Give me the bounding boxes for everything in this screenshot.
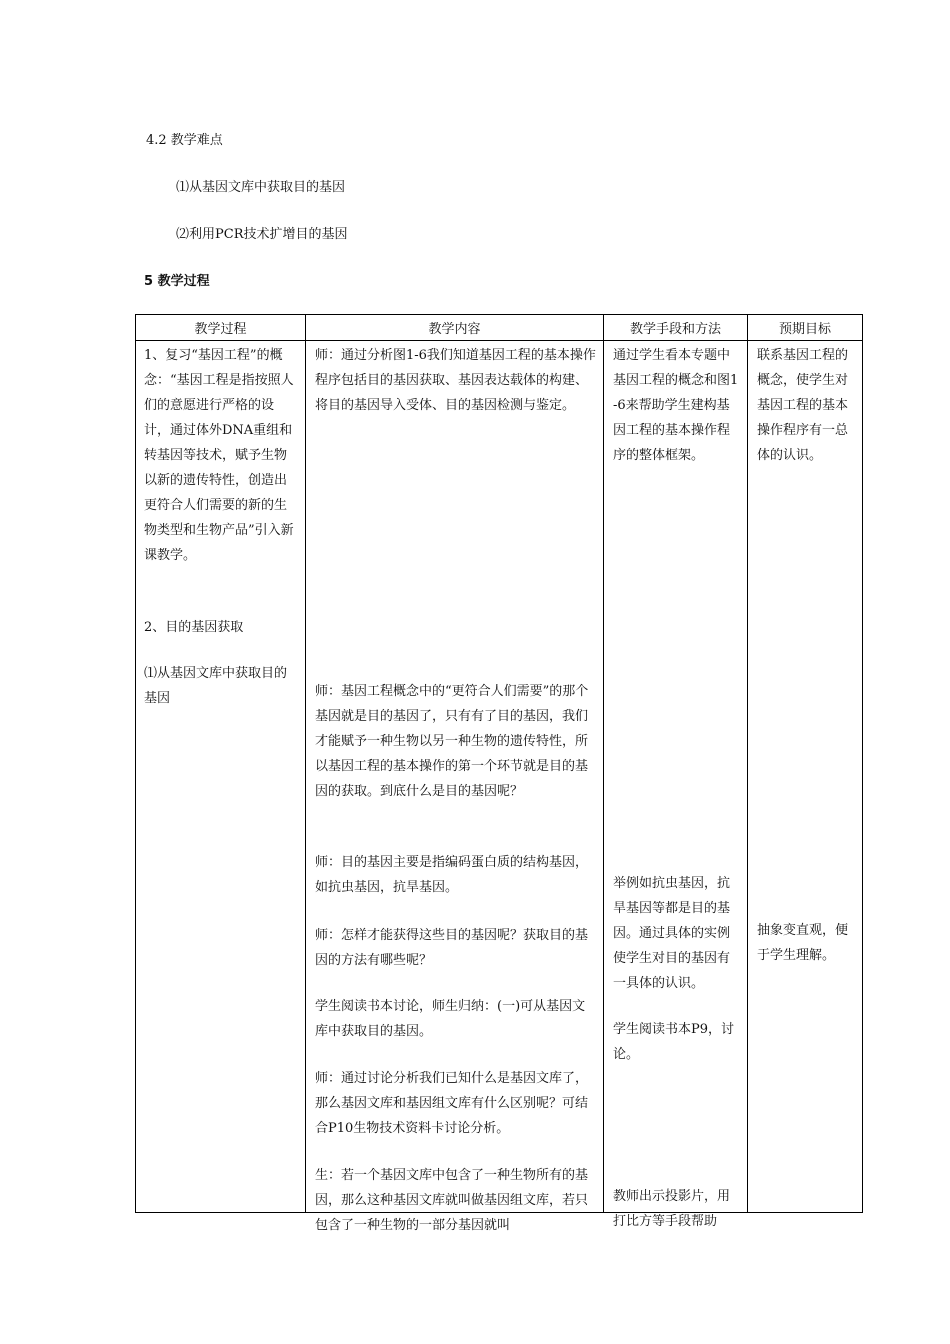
section-heading-5: 5 教学过程 <box>144 274 210 289</box>
process-step-2: 2、目的基因获取 <box>144 620 244 635</box>
goals-paragraph-2: 抽象变直观，便于学生理解。 <box>757 923 849 963</box>
content-paragraph-5: 学生阅读书本讨论，师生归纳：(一)可从基因文库中获取目的基因。 <box>315 999 586 1039</box>
methods-paragraph-3: 学生阅读书本P9，讨论。 <box>613 1022 735 1062</box>
teaching-process-table <box>135 314 863 1233</box>
content-cell <box>306 341 604 1233</box>
content-paragraph-4: 师：怎样才能获得这些目的基因呢？获取目的基因的方法有哪些呢？ <box>315 928 589 968</box>
content-paragraph-3: 师：目的基因主要是指编码蛋白质的结构基因，如抗虫基因，抗旱基因。 <box>315 855 589 895</box>
header-goals: 预期目标 <box>748 315 863 341</box>
content-paragraph-2: 师：基因工程概念中的“更符合人们需要”的那个基因就是目的基因了，只有有了目的基因，我们才能赋予一种生物以另一种生物的遗传特性，所以基因工程的基本操作的第一个环节就是目的基因的获取。到底什么是目的基因呢？ <box>315 684 589 799</box>
content-paragraph-6: 师：通过讨论分析我们已知什么是基因文库了，那么基因文库和基因组文库有什么区别呢？可结合P10生物技术资料卡讨论分析。 <box>315 1071 589 1136</box>
table-row <box>136 341 863 1213</box>
methods-paragraph-1: 通过学生看本专题中基因工程的概念和图1-6来帮助学生建构基因工程的基本操作程序的整体框架。 <box>613 348 739 463</box>
methods-paragraph-2: 举例如抗虫基因，抗旱基因等都是目的基因。通过具体的实例使学生对目的基因有一具体的认识。 <box>613 876 731 991</box>
methods-cell <box>604 341 748 1229</box>
goals-paragraph-1: 联系基因工程的概念，使学生对基因工程的基本操作程序有一总体的认识。 <box>757 348 849 463</box>
header-methods: 教学手段和方法 <box>604 315 748 341</box>
section-heading-4-2: 4.2 教学难点 <box>146 133 223 148</box>
process-review-text: 1、复习“基因工程”的概念：“基因工程是指按照人们的意愿进行严格的设计，通过体外DNA重组和转基因等技术，赋予生物以新的遗传特性，创造出更符合人们需要的新的生物类型和生物产品”引入新课教学。 <box>144 348 294 563</box>
goals-cell <box>748 341 863 1213</box>
header-process: 教学过程 <box>136 315 306 341</box>
content-paragraph-1: 师：通过分析图1-6我们知道基因工程的基本操作程序包括目的基因获取、基因表达载体的构建、将目的基因导入受体、目的基因检测与鉴定。 <box>315 348 596 413</box>
table-header-row <box>136 315 863 341</box>
content-paragraph-7: 生：若一个基因文库中包含了一种生物所有的基因，那么这种基因文库就叫做基因组文库，若只包含了一种生物的一部分基因就叫 <box>315 1168 589 1233</box>
header-content: 教学内容 <box>306 315 604 341</box>
methods-paragraph-4: 教师出示投影片，用打比方等手段帮助 <box>613 1189 731 1229</box>
process-step-2-1: ⑴从基因文库中获取目的基因 <box>144 666 288 706</box>
process-cell <box>136 341 306 1213</box>
difficulty-item-1: ⑴从基因文库中获取目的基因 <box>176 180 346 195</box>
difficulty-item-2: ⑵利用PCR技术扩增目的基因 <box>176 227 348 242</box>
